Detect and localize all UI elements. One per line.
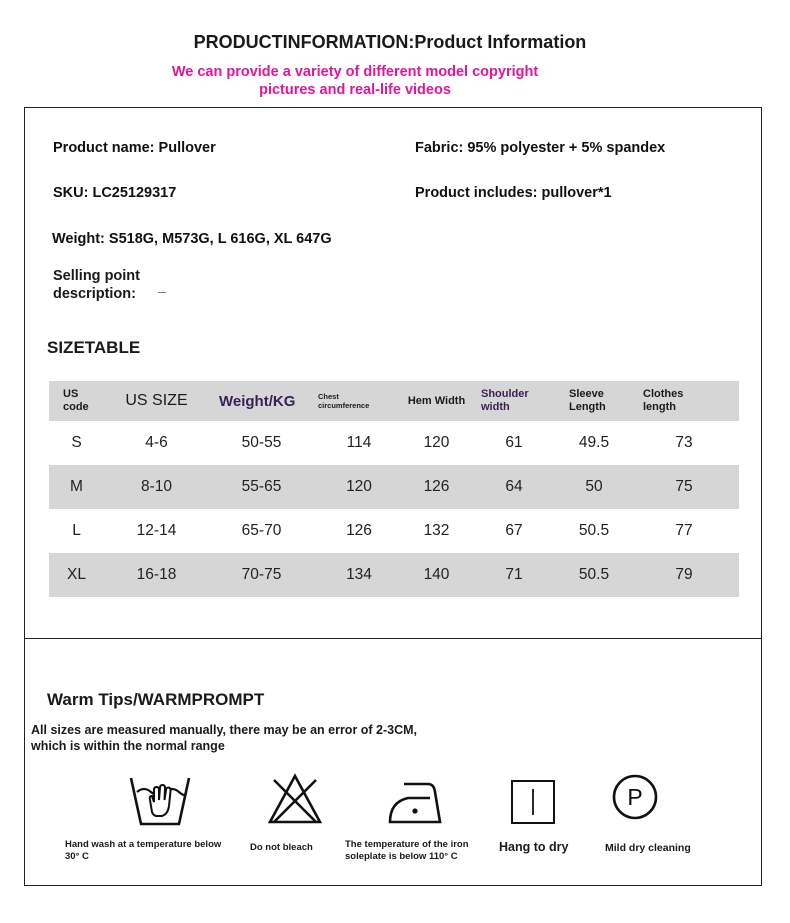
header-clothes-length: [629, 381, 739, 421]
cell-shoulder: 71: [505, 566, 523, 583]
size-table-header: [49, 381, 739, 421]
measurement-note: [31, 722, 417, 754]
cell-chest: 126: [346, 522, 372, 539]
header-sleeve-length: [559, 381, 629, 421]
cell-chest: 120: [346, 478, 372, 495]
cell-hem: 120: [423, 434, 450, 451]
promo-line-1: We can provide a variety of different model copyright: [171, 64, 539, 80]
cell-sleeve: 50.5: [578, 566, 610, 583]
selling-point-label: [53, 267, 163, 303]
product-name: Product name: Pullover: [53, 140, 216, 156]
iron-caption-line1: The temperature of the iron: [345, 839, 469, 850]
cell-hem: 140: [423, 566, 450, 583]
cell-sleeve: 50: [585, 478, 603, 495]
hand-wash-caption-line2: 30° C: [65, 851, 89, 862]
cell-shoulder: 61: [505, 434, 523, 451]
note-line-2: which is within the normal range: [31, 739, 225, 753]
selling-point-value: _: [158, 279, 167, 295]
selling-point-line-2: description:: [53, 286, 136, 302]
section-divider: [24, 638, 762, 639]
header-shoulder-line1: Shoulder: [481, 388, 529, 400]
table-row: [49, 509, 739, 553]
table-row: [49, 553, 739, 597]
cell-us-size: 12-14: [136, 522, 177, 539]
cell-code: XL: [67, 566, 86, 583]
cell-length: 73: [675, 434, 693, 451]
cell-hem: 126: [423, 478, 450, 495]
iron-caption: [345, 839, 469, 863]
cell-weight: 55-65: [241, 478, 282, 495]
promo-text: [0, 63, 710, 99]
size-table-heading: SIZETABLE: [47, 338, 141, 357]
header-us-code-line1: US: [63, 388, 79, 400]
cell-sleeve: 50.5: [578, 522, 610, 539]
header-shoulder-line2: width: [481, 401, 510, 413]
hand-wash-caption-line1: Hand wash at a temperature below: [65, 839, 222, 850]
cell-shoulder: 64: [505, 478, 523, 495]
weight-info: Weight: S518G, M573G, L 616G, XL 647G: [52, 231, 332, 247]
cell-length: 77: [675, 522, 693, 539]
size-table: [49, 381, 739, 597]
table-row: [49, 465, 739, 509]
hang-dry-icon: [510, 779, 556, 825]
cell-length: 79: [675, 566, 693, 583]
product-includes: Product includes: pullover*1: [415, 185, 612, 201]
header-us-size-label: US SIZE: [125, 392, 188, 409]
cell-hem: 132: [423, 522, 450, 539]
cell-code: M: [70, 478, 83, 495]
do-not-bleach-icon: [266, 772, 324, 826]
cell-shoulder: 67: [505, 522, 523, 539]
warm-tips-heading: Warm Tips/WARMPROMPT: [47, 690, 265, 709]
cell-us-size: 4-6: [145, 434, 168, 451]
cell-length: 75: [675, 478, 693, 495]
cell-weight: 50-55: [241, 434, 282, 451]
header-shoulder-width: [469, 381, 559, 421]
header-clothes-line1: Clothes: [643, 388, 684, 400]
header-chest: [314, 381, 404, 421]
iron-caption-line2: soleplate is below 110° C: [345, 851, 458, 862]
cell-sleeve: 49.5: [578, 434, 610, 451]
header-clothes-line2: length: [643, 401, 676, 413]
page-title: PRODUCTINFORMATION:Product Information: [193, 32, 587, 52]
dry-clean-icon: [611, 773, 659, 821]
selling-point-line-1: Selling point: [53, 268, 140, 284]
header-weight: [209, 381, 314, 421]
header-weight-label: Weight/KG: [219, 392, 296, 410]
cell-us-size: 8-10: [140, 478, 173, 495]
header-sleeve-line2: Length: [569, 401, 606, 413]
table-row: [49, 421, 739, 465]
promo-line-2: pictures and real-life videos: [259, 82, 451, 98]
cell-chest: 114: [346, 434, 372, 451]
cell-weight: 65-70: [241, 522, 282, 539]
dry-clean-letter: P: [627, 784, 643, 810]
fabric: Fabric: 95% polyester + 5% spandex: [415, 140, 666, 156]
header-us-code: [49, 381, 104, 421]
cell-code: S: [71, 434, 82, 451]
header-hem-width: [404, 381, 469, 421]
iron-icon: [386, 780, 444, 826]
header-hem-width-label: Hem Width: [407, 394, 466, 407]
header-chest-line2: circumference: [318, 401, 370, 410]
cell-code: L: [72, 522, 81, 539]
note-line-1: All sizes are measured manually, there may be an error of 2-3CM,: [31, 723, 418, 737]
sku: SKU: LC25129317: [53, 185, 177, 201]
header-sleeve-line1: Sleeve: [569, 388, 604, 400]
cell-weight: 70-75: [241, 566, 282, 583]
no-bleach-caption: Do not bleach: [250, 842, 313, 853]
dry-clean-caption: Mild dry cleaning: [605, 842, 691, 854]
header-us-size: [104, 381, 209, 421]
hand-wash-caption: [65, 839, 221, 863]
cell-us-size: 16-18: [136, 566, 177, 583]
hand-wash-icon: [128, 772, 192, 830]
header-chest-line1: Chest: [318, 392, 339, 401]
cell-chest: 134: [346, 566, 372, 583]
header-us-code-line2: code: [63, 401, 89, 413]
hang-dry-caption: Hang to dry: [499, 840, 569, 854]
